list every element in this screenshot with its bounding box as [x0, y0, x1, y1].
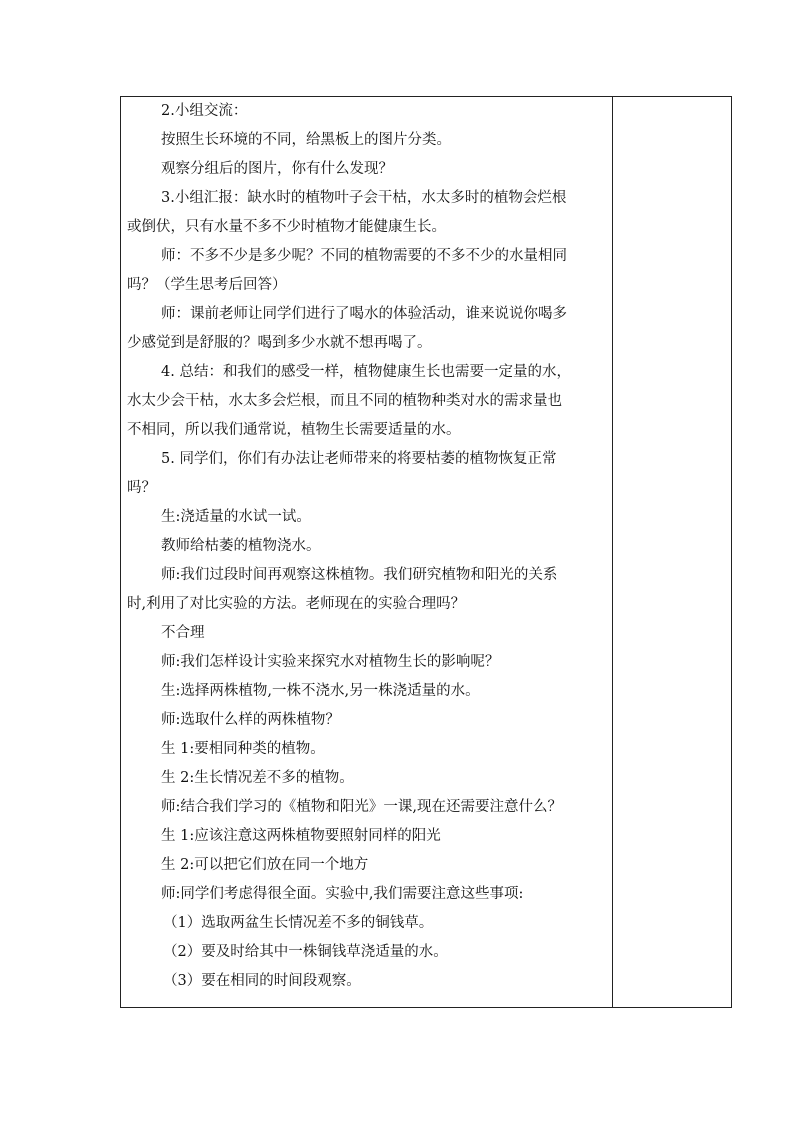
paragraph-line: 吗？	[127, 480, 156, 496]
paragraph-line: 师:同学们考虑得很全面。实验中,我们需要注意这些事项:	[161, 886, 524, 902]
paragraph	[121, 648, 612, 677]
paragraph-line: （1）选取两盆生长情况差不多的铜钱草。	[163, 915, 434, 931]
paragraph	[121, 532, 612, 561]
paragraph-line: 水太少会干枯，水太多会烂根，而且不同的植物种类对水的需求量也	[127, 393, 562, 409]
paragraph-line: 吗？（学生思考后回答）	[127, 277, 287, 293]
paragraph-line: （2）要及时给其中一株铜钱草浇适量的水。	[163, 944, 448, 960]
paragraph-line: 按照生长环境的不同，给黑板上的图片分类。	[161, 132, 451, 148]
paragraph	[121, 300, 612, 358]
paragraph	[121, 793, 612, 822]
paragraph-line: 生 2:可以把它们放在同一个地方	[161, 857, 369, 873]
paragraph	[121, 126, 612, 155]
paragraph-line: 生 1:应该注意这两株植物要照射同样的阳光	[161, 828, 441, 844]
paragraph-line: 生 1:要相同种类的植物。	[161, 741, 325, 757]
paragraph-line: 观察分组后的图片，你有什么发现？	[161, 161, 393, 177]
lesson-content-cell	[121, 97, 612, 1007]
paragraph-line: 3.小组汇报：缺水时的植物叶子会干枯，水太多时的植物会烂根	[161, 190, 567, 206]
paragraph-line: 少感觉到是舒服的？喝到多少水就不想再喝了。	[127, 335, 432, 351]
paragraph-line: 5. 同学们，你们有办法让老师带来的将要枯萎的植物恢复正常	[161, 451, 557, 467]
paragraph-line: 不合理	[161, 625, 205, 641]
paragraph-line: 师：课前老师让同学们进行了喝水的体验活动，谁来说说你喝多	[161, 306, 567, 322]
paragraph-line: 4. 总结：和我们的感受一样，植物健康生长也需要一定量的水，	[161, 364, 571, 380]
paragraph-line: 师:我们过段时间再观察这株植物。我们研究植物和阳光的关系	[161, 567, 558, 583]
paragraph	[121, 619, 612, 648]
paragraph-line: 教师给枯萎的植物浇水。	[161, 538, 321, 554]
paragraph	[121, 880, 612, 909]
paragraph	[121, 967, 612, 996]
paragraph-line: 师:我们怎样设计实验来探究水对植物生长的影响呢？	[161, 654, 500, 670]
paragraph-line: 生 2:生长情况差不多的植物。	[161, 770, 354, 786]
paragraph	[121, 764, 612, 793]
paragraph	[121, 909, 612, 938]
paragraph	[121, 445, 612, 503]
paragraph-line: （3）要在相同的时间段观察。	[163, 973, 361, 989]
paragraph	[121, 677, 612, 706]
paragraph	[121, 155, 612, 184]
paragraph	[121, 358, 612, 445]
paragraph-line: 生:选择两株植物,一株不浇水,另一株浇适量的水。	[161, 683, 480, 699]
paragraph-line: 或倒伏，只有水量不多不少时植物才能健康生长。	[127, 219, 446, 235]
paragraph	[121, 561, 612, 619]
lesson-table	[120, 96, 732, 1008]
paragraph-line: 时,利用了对比实验的方法。老师现在的实验合理吗？	[127, 596, 466, 612]
paragraph	[121, 851, 612, 880]
paragraph-line: 生:浇适量的水试一试。	[161, 509, 311, 525]
paragraph-line: 师:结合我们学习的《植物和阳光》一课,现在还需要注意什么？	[161, 799, 562, 815]
paragraph	[121, 822, 612, 851]
paragraph-line: 师：不多不少是多少呢？不同的植物需要的不多不少的水量相同	[161, 248, 567, 264]
paragraph	[121, 242, 612, 300]
paragraph	[121, 503, 612, 532]
paragraph-line: 2.小组交流：	[161, 103, 248, 119]
paragraph	[121, 97, 612, 126]
paragraph-line: 师:选取什么样的两株植物？	[161, 712, 340, 728]
notes-cell	[613, 97, 731, 1007]
paragraph	[121, 184, 612, 242]
paragraph	[121, 735, 612, 764]
paragraph	[121, 706, 612, 735]
paragraph-line: 不相同，所以我们通常说，植物生长需要适量的水。	[127, 422, 461, 438]
paragraph	[121, 938, 612, 967]
